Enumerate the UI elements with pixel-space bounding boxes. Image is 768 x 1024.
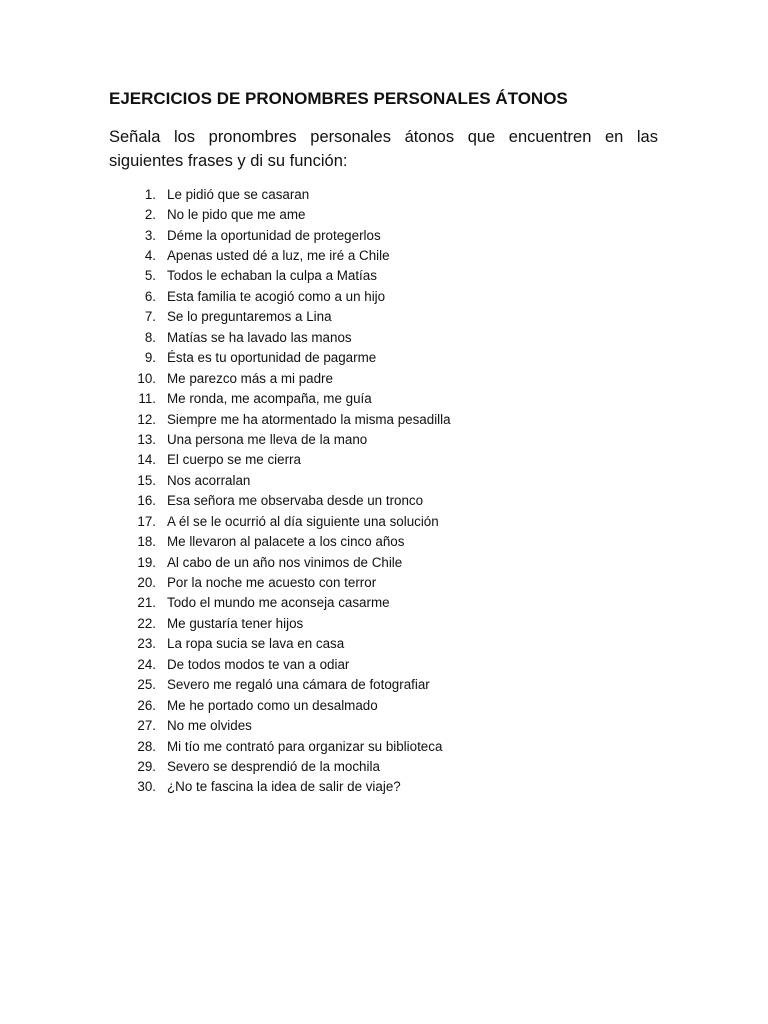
item-text: Todo el mundo me aconseja casarme xyxy=(167,595,390,611)
list-item xyxy=(109,409,669,429)
item-number: 17. xyxy=(137,513,156,529)
item-number: 18. xyxy=(137,534,156,550)
item-number: 13. xyxy=(137,431,156,447)
list-item xyxy=(109,715,669,735)
item-number: 27. xyxy=(137,718,156,734)
item-number: 7. xyxy=(144,309,156,325)
item-text: Mi tío me contrató para organizar su biblioteca xyxy=(167,738,443,754)
item-text: El cuerpo se me cierra xyxy=(167,452,301,468)
list-item xyxy=(109,307,669,327)
item-text: Me he portado como un desalmado xyxy=(167,697,378,713)
item-number: 4. xyxy=(144,248,156,264)
item-number: 30. xyxy=(137,779,156,795)
item-number: 10. xyxy=(137,370,156,386)
item-number: 8. xyxy=(144,329,156,345)
list-item xyxy=(109,654,669,674)
item-number: 29. xyxy=(137,758,156,774)
item-number: 25. xyxy=(137,677,156,693)
item-number: 28. xyxy=(137,738,156,754)
item-text: Todos le echaban la culpa a Matías xyxy=(167,268,377,284)
item-number: 1. xyxy=(144,186,156,202)
list-item xyxy=(109,777,669,797)
list-item xyxy=(109,736,669,756)
item-number: 24. xyxy=(137,656,156,672)
list-item xyxy=(109,286,669,306)
item-text: Apenas usted dé a luz, me iré a Chile xyxy=(167,248,390,264)
list-item xyxy=(109,388,669,408)
item-number: 23. xyxy=(137,636,156,652)
item-text: No me olvides xyxy=(167,718,252,734)
item-text: Se lo preguntaremos a Lina xyxy=(167,309,332,325)
list-item xyxy=(109,531,669,551)
item-text: Esta familia te acogió como a un hijo xyxy=(167,288,386,304)
item-number: 22. xyxy=(137,615,156,631)
item-number: 16. xyxy=(137,493,156,509)
item-number: 2. xyxy=(144,207,156,223)
item-number: 14. xyxy=(137,452,156,468)
item-number: 12. xyxy=(137,411,156,427)
item-text: Matías se ha lavado las manos xyxy=(167,329,352,345)
list-item xyxy=(109,695,669,715)
instruction-paragraph: Señala los pronombres personales átonos que encuentren en las siguientes frases y di su función: xyxy=(109,128,658,170)
list-item xyxy=(109,266,669,286)
list-item xyxy=(109,245,669,265)
list-item xyxy=(109,756,669,776)
document-title: EJERCICIOS DE PRONOMBRES PERSONALES ÁTONOS xyxy=(109,89,568,108)
item-text: Ésta es tu oportunidad de pagarme xyxy=(167,350,377,366)
item-text: La ropa sucia se lava en casa xyxy=(167,636,345,652)
item-text: Le pidió que se casaran xyxy=(167,186,310,202)
item-number: 6. xyxy=(144,288,156,304)
item-text: Déme la oportunidad de protegerlos xyxy=(167,227,381,243)
list-item xyxy=(109,572,669,592)
item-text: A él se le ocurrió al día siguiente una solución xyxy=(167,513,439,529)
item-text: Severo me regaló una cámara de fotografiar xyxy=(167,677,430,693)
item-text: ¿No te fascina la idea de salir de viaje? xyxy=(167,779,401,795)
list-item xyxy=(109,552,669,572)
item-number: 11. xyxy=(138,391,156,407)
list-item xyxy=(109,511,669,531)
list-item xyxy=(109,204,669,224)
item-number: 26. xyxy=(137,697,156,713)
list-item xyxy=(109,450,669,470)
item-number: 20. xyxy=(137,575,156,591)
item-text: Siempre me ha atormentado la misma pesadilla xyxy=(167,411,451,427)
list-item xyxy=(109,491,669,511)
item-number: 9. xyxy=(144,350,156,366)
item-number: 15. xyxy=(137,472,156,488)
item-number: 5. xyxy=(144,268,156,284)
list-item xyxy=(109,225,669,245)
item-text: Me ronda, me acompaña, me guía xyxy=(167,391,372,407)
item-text: Me gustaría tener hijos xyxy=(167,615,304,631)
item-number: 21. xyxy=(137,595,156,611)
item-text: Esa señora me observaba desde un tronco xyxy=(167,493,424,509)
list-item xyxy=(109,184,669,204)
item-text: Al cabo de un año nos vinimos de Chile xyxy=(167,554,403,570)
item-text: Por la noche me acuesto con terror xyxy=(167,575,377,591)
exercise-list xyxy=(109,184,669,797)
item-text: Me parezco más a mi padre xyxy=(167,370,333,386)
item-text: Severo se desprendió de la mochila xyxy=(167,758,380,774)
list-item xyxy=(109,593,669,613)
list-item xyxy=(109,675,669,695)
item-number: 19. xyxy=(137,554,156,570)
list-item xyxy=(109,634,669,654)
list-item xyxy=(109,368,669,388)
item-number: 3. xyxy=(144,227,156,243)
item-text: Me llevaron al palacete a los cinco años xyxy=(167,534,405,550)
item-text: No le pido que me ame xyxy=(167,207,306,223)
item-text: De todos modos te van a odiar xyxy=(167,656,350,672)
item-text: Una persona me lleva de la mano xyxy=(167,431,368,447)
list-item xyxy=(109,327,669,347)
list-item xyxy=(109,470,669,490)
list-item xyxy=(109,613,669,633)
list-item xyxy=(109,348,669,368)
item-text: Nos acorralan xyxy=(167,472,251,488)
list-item xyxy=(109,429,669,449)
